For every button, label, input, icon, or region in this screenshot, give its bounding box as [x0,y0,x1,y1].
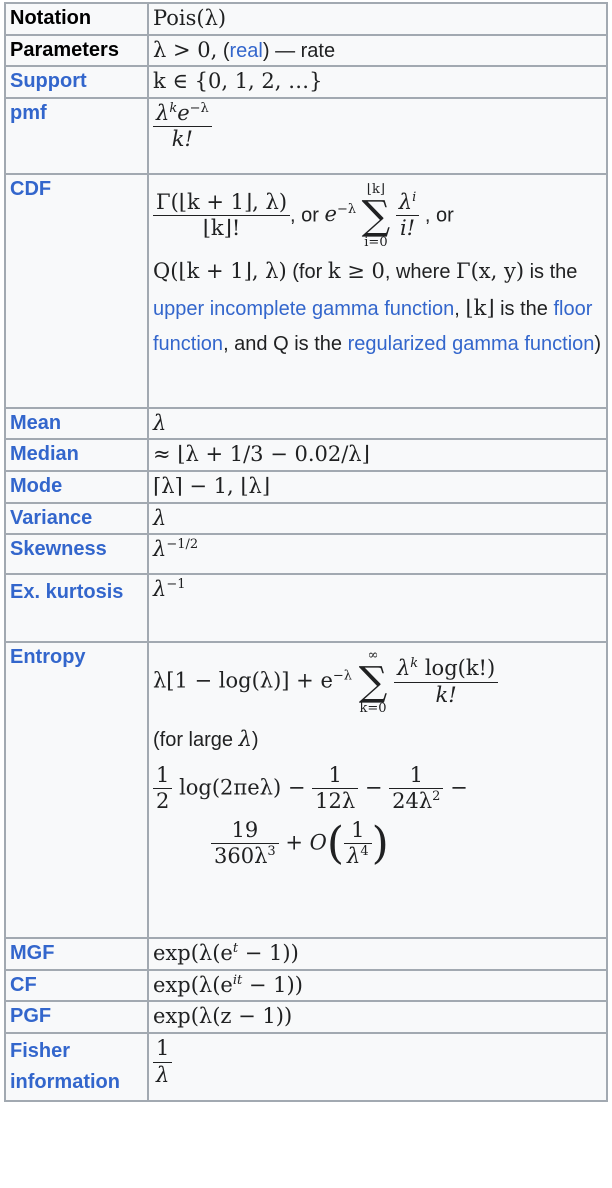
label-median[interactable]: Median [5,439,148,471]
row-median [5,439,607,471]
entropy-formula-3: $\frac{19}{360\lambda^3}$ + O( $\frac{1}{\lambda^4}$ ) [153,817,602,871]
row-entropy [5,642,607,938]
mode-value: ⌈λ⌉ − 1, ⌊λ⌋ [153,474,271,499]
label-pgf[interactable]: PGF [5,1001,148,1033]
entropy-formula-2: $\frac{1}{2}$ log(2πeλ) − $\frac{1}{12\lambda}$ − $\frac{1}{24\lambda^2}$ − [153,763,602,815]
cdf-description: Q(⌊k + 1⌋, λ) (for k ≥ 0, where Γ(x, y) is the upper incomplete gamma function, ⌊k⌋ is the floor function, and Q is the regularized gamma function) [153,258,602,355]
label-support[interactable]: Support [5,66,148,98]
cdf-fraction-2: $\frac{\lambda^i}{i!}$ [396,190,419,242]
entropy-note: (for large λ) [153,727,259,752]
pmf-fraction: $\frac{\lambda^ke^{-\lambda}}{k!}$ [153,101,212,153]
row-fisher [5,1033,607,1101]
row-pmf [5,98,607,174]
pgf-value: exp(λ(z − 1)) [153,1004,293,1029]
fisher-fraction: $\frac{1}{\lambda}$ [153,1036,172,1088]
label-variance[interactable]: Variance [5,503,148,535]
link-regularized-gamma[interactable]: regularized gamma function [347,332,595,355]
support-value: k ∈ {0, 1, 2, …} [153,69,323,94]
row-mode [5,471,607,503]
parameters-tail: — rate [275,39,336,62]
mean-value: λ [153,410,167,435]
row-cf [5,970,607,1002]
label-kurtosis[interactable]: Ex. kurtosis [5,574,148,642]
notation-value: Pois(λ) [153,6,227,30]
entropy-formula-1: $\lambda[1 - \log(\lambda)] + e^{-\lambda}$ ∞ ∑ k=0 $\frac{\lambda^k \log(k!)}{k!}$ [153,649,602,715]
label-cf[interactable]: CF [5,970,148,1002]
cdf-sum: ⌊k⌋ ∑ i=0 [361,181,391,250]
row-cdf [5,174,607,408]
label-mode[interactable]: Mode [5,471,148,503]
parameters-expr: λ > 0, [153,37,218,62]
mgf-value: $\exp(\lambda(e^t - 1))$ [153,941,299,966]
row-mean [5,408,607,440]
label-mgf[interactable]: MGF [5,938,148,970]
cdf-formula: $\frac{\Gamma(⌊k + 1⌋, \lambda)}{⌊k⌋!}$ , or $e^{-\lambda}$ ⌊k⌋ ∑ i=0 $\frac{\lambda^i}{i!}$ , or [153,183,602,249]
entropy-fraction: $\frac{\lambda^k \log(k!)}{k!}$ [394,656,498,708]
row-support [5,66,607,98]
label-entropy[interactable]: Entropy [5,642,148,938]
row-parameters: Parameters λ > 0, (real) — rate [5,35,607,67]
link-floor-function[interactable]: floor function [153,297,593,355]
row-skewness [5,534,607,574]
label-mean[interactable]: Mean [5,408,148,440]
label-skewness[interactable]: Skewness [5,534,148,574]
row-pgf [5,1001,607,1033]
cf-value: $\exp(\lambda(e^{it} - 1))$ [153,972,303,997]
link-upper-incomplete-gamma[interactable]: upper incomplete gamma function [153,297,455,320]
label-parameters: Parameters [5,35,148,67]
label-notation: Notation [5,3,148,35]
label-cdf[interactable]: CDF [5,174,148,408]
label-fisher[interactable]: Fisher information [5,1033,148,1101]
row-notation [5,3,607,35]
variance-value: λ [153,505,167,530]
cdf-fraction-1: $\frac{\Gamma(⌊k + 1⌋, \lambda)}{⌊k⌋!}$ [153,190,290,242]
row-variance [5,503,607,535]
skewness-value: $\lambda^{-1/2}$ [153,537,199,562]
entropy-sum: ∞ ∑ k=0 [358,648,388,717]
median-value: ≈ ⌊λ + 1/3 − 0.02/λ⌋ [153,442,370,467]
label-pmf[interactable]: pmf [5,98,148,174]
kurtosis-value: $\lambda^{-1}$ [153,577,186,602]
row-mgf [5,938,607,970]
infobox-table [4,2,608,1102]
link-real[interactable]: real [229,39,263,62]
row-kurtosis [5,574,607,642]
